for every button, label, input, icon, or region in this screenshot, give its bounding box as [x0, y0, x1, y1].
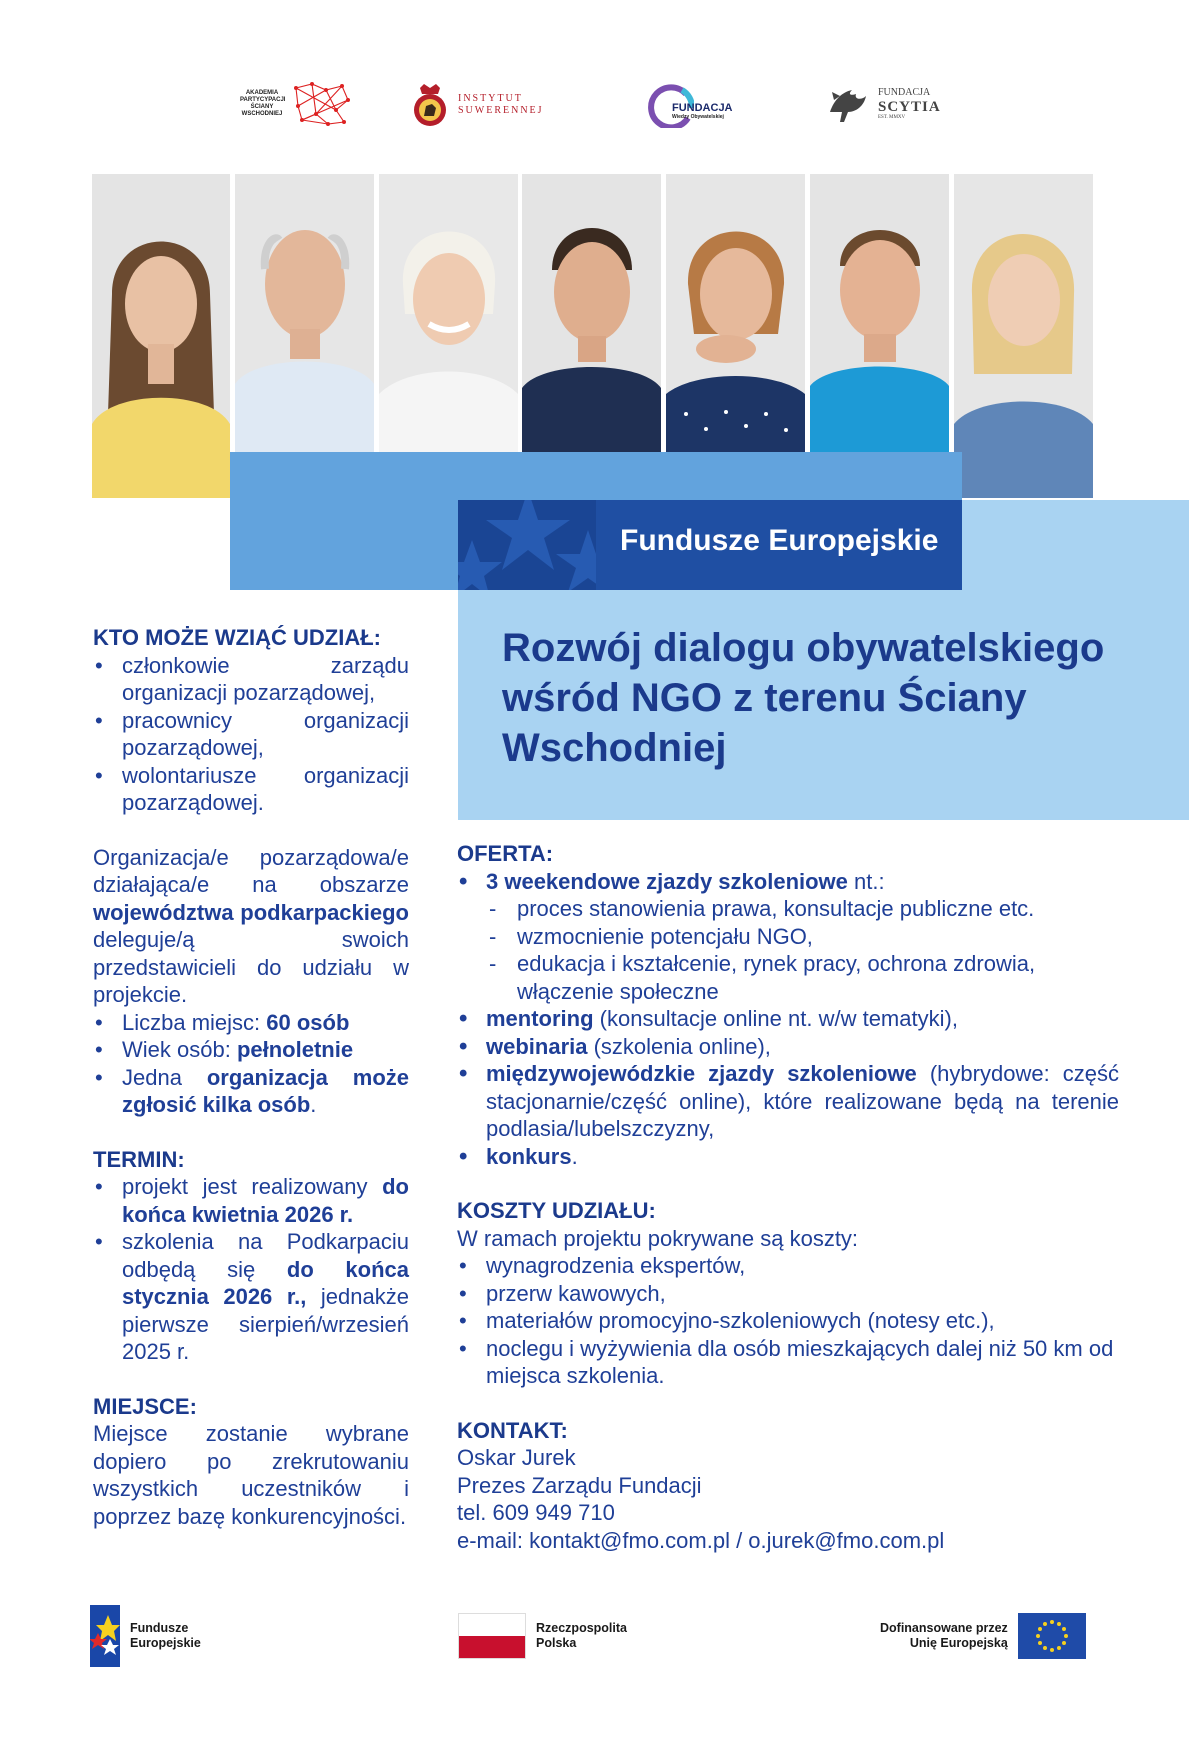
term-list [93, 1173, 409, 1366]
fe-line2: Europejskie [130, 1636, 201, 1650]
banner-light-block [962, 500, 1189, 590]
banner-label: Fundusze Europejskie [620, 524, 939, 557]
fe-line1: Fundusze [130, 1621, 189, 1635]
griffin-icon [826, 82, 870, 126]
footer-eu-logo [880, 1604, 1086, 1668]
portrait-5 [666, 174, 805, 452]
eu-line1: Dofinansowane przez [880, 1621, 1008, 1635]
contact-email[interactable]: e-mail: kontakt@fmo.com.pl / o.jurek@fmo.com.pl [457, 1527, 945, 1553]
rp-line2: Polska [536, 1636, 577, 1650]
instytut-suwerennej-logo [410, 82, 544, 128]
cost-item: • noclegu i wyżywienia dla osób mieszkających dalej niż 50 km od miejsca szkolenia. [457, 1335, 1119, 1390]
places-item: • Liczba miejsc: 60 osób [93, 1009, 409, 1037]
contact-name: Oskar Jurek [457, 1445, 576, 1470]
costs-header: KOSZTY UDZIAŁU: [457, 1198, 656, 1223]
portrait-2 [235, 174, 374, 452]
costs-list [457, 1252, 1119, 1390]
who-list [93, 652, 409, 817]
place-header: MIEJSCE: [93, 1393, 197, 1419]
contact-role: Prezes Zarządu Fundacji [457, 1472, 702, 1498]
eu-flag-icon [1018, 1613, 1086, 1659]
fundacja-logo [646, 82, 733, 128]
cost-item: • wynagrodzenia ekspertów, [457, 1252, 1119, 1280]
left-column [93, 624, 409, 1530]
cost-item: • przerw kawowych, [457, 1280, 1119, 1308]
offer-header: OFERTA: [457, 841, 554, 866]
offer-list [457, 868, 1119, 896]
fundacja-scytia-logo [826, 82, 941, 126]
term-header: TERMIN: [93, 1146, 185, 1172]
stars-pattern [458, 500, 596, 590]
scytia-line2: SCYTIA [878, 99, 941, 115]
offer-item: • międzywojewódzkie zjazdy szkoleniowe (hybrydowe: część stacjonarnie/część online), które realizowane będą na terenie podlasia/lubelszczyzny, [457, 1060, 1119, 1143]
footer-fe-logo [90, 1604, 201, 1668]
multi-item: • Jedna organizacja może zgłosić kilka osób. [93, 1064, 409, 1119]
rp-line1: Rzeczpospolita [536, 1621, 627, 1635]
offer-sub-item: - wzmocnienie potencjału NGO, [486, 923, 1119, 951]
who-item: • wolontariusze organizacji pozarządowej. [93, 762, 409, 817]
place-text: Miejsce zostanie wybrane dopiero po zrekrutowaniu wszystkich uczestników i poprzez bazę konkurencyjności. [93, 1421, 409, 1529]
cost-item: • materiałów promocyjno-szkoleniowych (notesy etc.), [457, 1307, 1119, 1335]
offer-item: • mentoring (konsultacje online nt. w/w tematyki), [457, 1005, 1119, 1033]
who-item: • członkowie zarządu organizacji pozarządowej, [93, 652, 409, 707]
eu-line2: Unię Europejską [909, 1636, 1008, 1650]
portrait-7 [954, 174, 1093, 498]
offer-sub-list [457, 895, 1119, 1005]
term-item: • szkolenia na Podkarpaciu odbędą się do końca stycznia 2026 r., jednakże pierwsze sierpień/wrzesień 2025 r. [93, 1228, 409, 1366]
instytut-line1: INSTYTUT [458, 93, 523, 104]
org-paragraph: Organizacja/e pozarządowa/e działająca/e na obszarze województwa podkarpackiego deleguje/ą swoich przedstawicieli do udziału w projekcie. [93, 844, 409, 1007]
portrait-3 [379, 174, 518, 452]
network-icon [292, 80, 352, 128]
main-title: Rozwój dialogu obywatelskiego wśród NGO z terenu Ściany Wschodniej [502, 626, 1105, 770]
polish-flag-icon [458, 1613, 526, 1659]
scytia-line1: FUNDACJA [878, 87, 931, 98]
footer-rp-logo [458, 1604, 627, 1668]
fundacja-name: FUNDACJA [672, 101, 733, 114]
contact-header: KONTAKT: [457, 1417, 568, 1443]
akademia-logo-text: AKADEMIA PARTYCYPACJI ŚCIANY WSCHODNIEJ [240, 90, 286, 117]
offer-item: • 3 weekendowe zjazdy szkoleniowe nt.: [457, 868, 1119, 896]
scytia-est: EST. MMXV [878, 115, 906, 120]
offer-item: • webinaria (szkolenia online), [457, 1033, 1119, 1061]
details-list [93, 1009, 409, 1119]
akademia-logo [240, 80, 352, 128]
who-header: KTO MOŻE WZIĄĆ UDZIAŁ: [93, 625, 381, 650]
portrait-6 [810, 174, 949, 452]
age-item: • Wiek osób: pełnoletnie [93, 1036, 409, 1064]
contact-phone[interactable]: tel. 609 949 710 [457, 1500, 615, 1525]
costs-intro: W ramach projektu pokrywane są koszty: [457, 1225, 859, 1251]
instytut-line2: SUWERENNEJ [458, 105, 544, 116]
offer-sub-item: - edukacja i kształcenie, rynek pracy, ochrona zdrowia, włączenie społeczne [486, 950, 1119, 1005]
right-column [457, 840, 1119, 1554]
offer-item: • konkurs. [457, 1143, 1119, 1171]
offer-sub-item: - proces stanowienia prawa, konsultacje publiczne etc. [486, 895, 1119, 923]
offer-list-2 [457, 1005, 1119, 1170]
who-item: • pracownicy organizacji pozarządowej, [93, 707, 409, 762]
fundacja-sub: Wiedzy Obywatelskiej [672, 113, 724, 120]
term-item: • projekt jest realizowany do końca kwietnia 2026 r. [93, 1173, 409, 1228]
portrait-4 [522, 174, 661, 452]
fe-flag-icon [90, 1605, 120, 1667]
crest-icon [410, 82, 450, 128]
portrait-1 [92, 174, 230, 498]
